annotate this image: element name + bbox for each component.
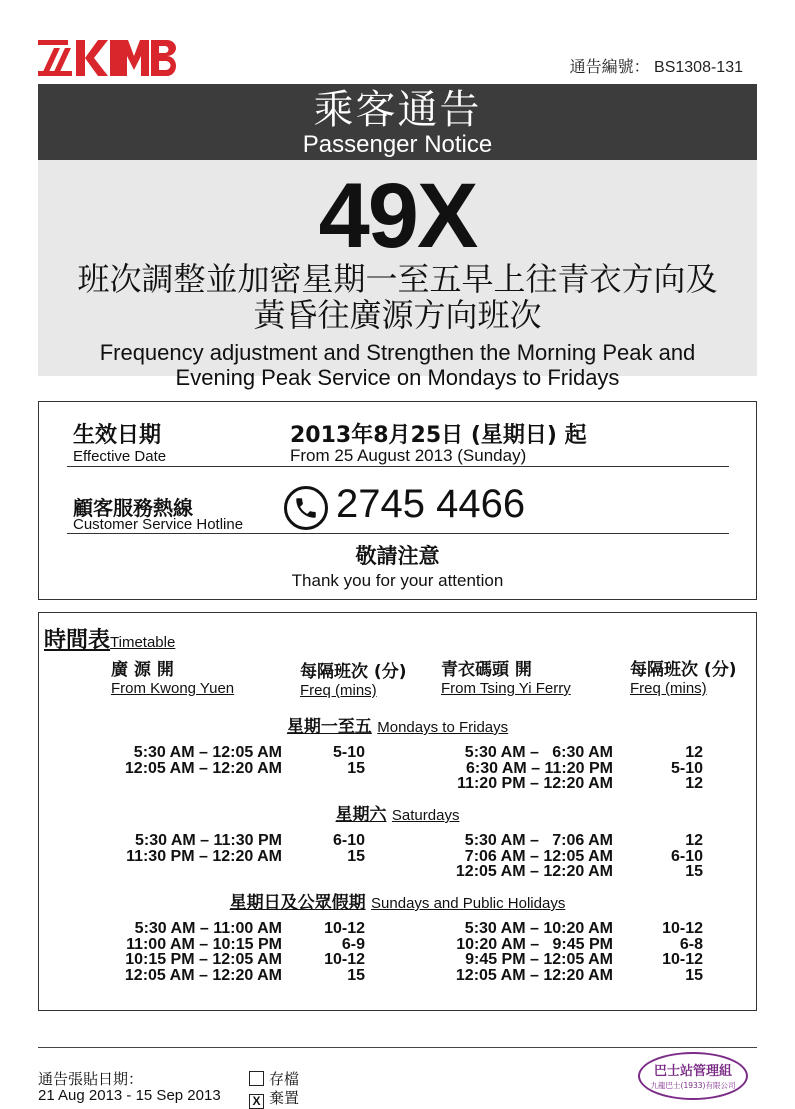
column-header-en: From Tsing Yi Ferry — [441, 680, 571, 697]
effective-date-value-en: From 25 August 2013 (Sunday) — [290, 446, 527, 465]
saturday-kwong-yuen-freq: 6-10 15 — [332, 832, 365, 865]
route-number: 49X — [318, 165, 477, 267]
column-header-zh: 青衣碼頭 開 — [441, 660, 532, 680]
effective-date-value-zh: 2013年8月25日 (星期日) 起 — [290, 423, 587, 448]
weekday-kwong-yuen-freq: 5-10 15 — [332, 744, 365, 777]
saturday-tsing-yi-freq: 12 6-10 15 — [670, 832, 703, 880]
kmb-logo — [38, 36, 178, 78]
weekday-kwong-yuen-times: 5:30 AM – 12:05 AM 12:05 AM – 12:20 AM — [124, 744, 282, 777]
section-heading-saturdays — [39, 800, 756, 825]
headline-en-line2: Evening Peak Service on Mondays to Fridays — [175, 365, 620, 390]
discard-checkbox[interactable]: X — [249, 1094, 264, 1109]
thanks-zh: 敬請注意 — [355, 544, 440, 568]
section-heading-sundays — [39, 888, 756, 913]
stamp-line2: 九龍巴士(1933)有限公司 — [650, 1081, 736, 1090]
file-option-label: 存檔 — [269, 1071, 300, 1088]
section-heading-weekdays — [39, 712, 756, 737]
thanks-en: Thank you for your attention — [291, 571, 504, 590]
notice-title-en: Passenger Notice — [302, 131, 493, 158]
posting-date-label: 通告張貼日期： — [38, 1071, 144, 1088]
section-heading-en: Saturdays — [391, 807, 460, 824]
file-checkbox[interactable] — [249, 1071, 264, 1086]
timetable-box — [38, 612, 757, 1011]
section-heading-zh: 星期日及公眾假期 — [229, 893, 366, 913]
column-header-freq-1 — [300, 657, 406, 699]
saturday-kwong-yuen-times: 5:30 AM – 11:30 PM 11:30 PM – 12:20 AM — [126, 832, 282, 865]
timetable-title — [44, 623, 175, 654]
sunday-tsing-yi-freq: 10-12 6-8 10-12 15 — [662, 920, 703, 984]
timetable-title-zh: 時間表 — [44, 628, 111, 653]
stamp-line1: 巴士站管理組 — [653, 1064, 732, 1079]
timetable-title-en: Timetable — [110, 634, 176, 651]
sunday-kwong-yuen-freq: 10-12 6-9 10-12 15 — [324, 920, 365, 984]
effective-date-label-zh: 生效日期 — [73, 423, 162, 448]
hotline-label-zh: 顧客服務熱線 — [73, 496, 193, 520]
column-header-en: Freq (mins) — [300, 682, 377, 699]
hotline-label-en: Customer Service Hotline — [73, 516, 244, 533]
column-header-zh: 每隔班次 (分) — [300, 662, 407, 682]
headline-en-line1: Frequency adjustment and Strengthen the Morning Peak and — [99, 340, 696, 365]
effective-date-label-en: Effective Date — [73, 448, 167, 465]
weekday-tsing-yi-freq: 12 5-10 12 — [670, 744, 703, 792]
saturday-tsing-yi-times: 5:30 AM – 7:06 AM 7:06 AM – 12:05 AM 12:05 AM – 12:20 AM — [455, 832, 613, 880]
file-option — [249, 1068, 299, 1089]
section-heading-en: Mondays to Fridays — [377, 719, 509, 736]
bus-stop-management-stamp — [638, 1052, 748, 1100]
notice-number: 通告編號： BS1308-131 — [569, 59, 743, 76]
column-header-tsing-yi — [441, 655, 571, 697]
sunday-kwong-yuen-times: 5:30 AM – 11:00 AM 11:00 AM – 10:15 PM 10:15 PM – 12:05 AM 12:05 AM – 12:20 AM — [124, 920, 282, 984]
discard-option-label: 棄置 — [269, 1090, 300, 1107]
column-header-freq-2 — [630, 655, 736, 697]
headline-band — [38, 160, 757, 390]
posting-dates: 21 Aug 2013 - 15 Sep 2013 — [38, 1087, 221, 1104]
column-header-en: From Kwong Yuen — [111, 680, 235, 697]
hotline-number: 2745 4466 — [336, 482, 526, 526]
kmb-logo-graphic — [38, 36, 178, 78]
column-header-zh: 廣 源 開 — [111, 660, 174, 680]
column-header-en: Freq (mins) — [630, 680, 707, 697]
section-heading-zh: 星期一至五 — [286, 717, 372, 737]
column-header-zh: 每隔班次 (分) — [630, 660, 737, 680]
section-heading-zh: 星期六 — [335, 805, 387, 825]
header-band — [38, 84, 757, 160]
weekday-tsing-yi-times: 5:30 AM – 6:30 AM 6:30 AM – 11:20 PM 11:20 PM – 12:20 AM — [457, 744, 613, 792]
column-header-kwong-yuen — [111, 655, 234, 697]
phone-icon — [284, 486, 328, 530]
notice-title-zh: 乘客通告 — [313, 87, 482, 133]
divider — [67, 466, 729, 467]
headline-zh-line1: 班次調整並加密星期一至五早上往青衣方向及 — [77, 260, 718, 298]
footer-divider — [38, 1047, 757, 1048]
headline-zh-line2: 黃昏往廣源方向班次 — [253, 296, 542, 334]
phone-icon-glyph — [293, 495, 319, 521]
info-box — [38, 401, 757, 600]
sunday-tsing-yi-times: 5:30 AM – 10:20 AM 10:20 AM – 9:45 PM 9:45 PM – 12:05 AM 12:05 AM – 12:20 AM — [455, 920, 613, 984]
divider — [67, 533, 729, 534]
section-heading-en: Sundays and Public Holidays — [371, 895, 566, 912]
